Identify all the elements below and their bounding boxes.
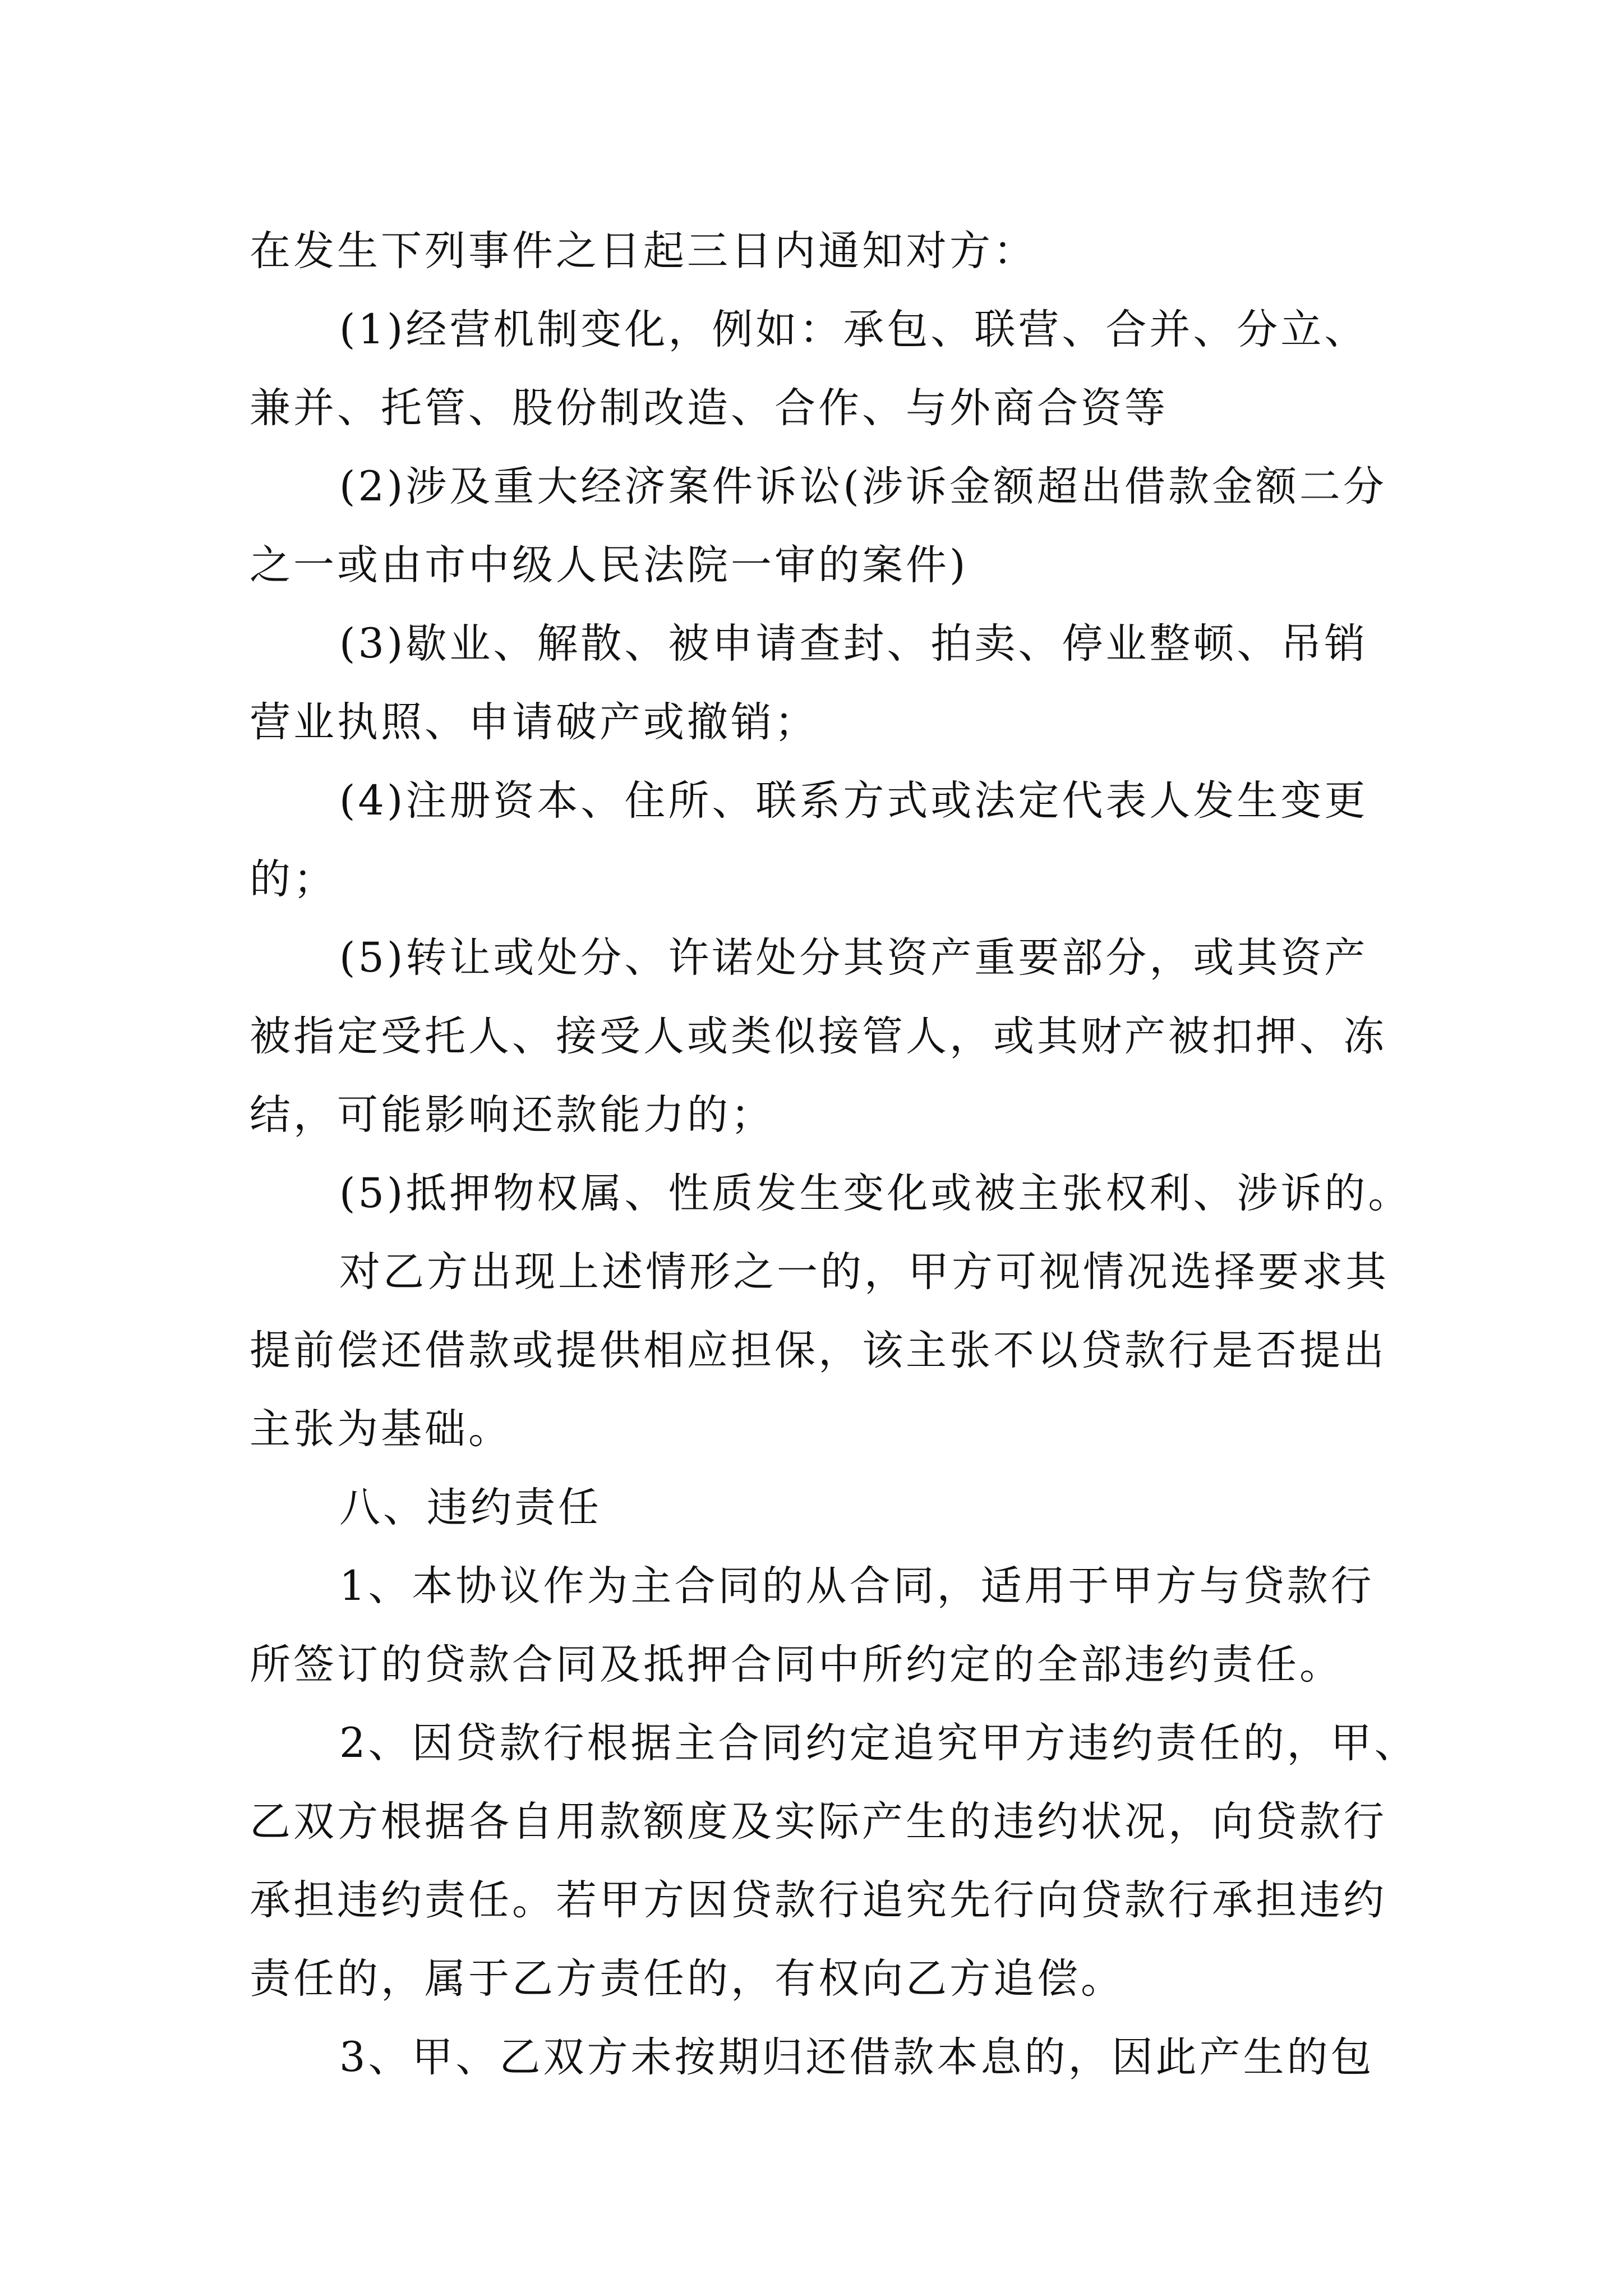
- text-line: (5)抵押物权属、性质发生变化或被主张权利、涉诉的。: [339, 1170, 1412, 1217]
- text-line: 在发生下列事件之日起三日内通知对方：: [250, 227, 1037, 275]
- text-line: 对乙方出现上述情形之一的，甲方可视情况选择要求其: [339, 1248, 1389, 1296]
- text-line: 乙双方根据各自用款额度及实际产生的违约状况，向贷款行: [250, 1798, 1387, 1846]
- text-line: 之一或由市中级人民法院一审的案件): [250, 541, 969, 589]
- text-line: 被指定受托人、接受人或类似接管人，或其财产被扣押、冻: [250, 1013, 1387, 1060]
- text-line: 兼并、托管、股份制改造、合作、与外商合资等: [250, 384, 1168, 432]
- text-line: 的；: [250, 855, 337, 903]
- text-line: 2、因贷款行根据主合同约定追究甲方违约责任的，甲、: [339, 1719, 1418, 1767]
- text-line: 所签订的贷款合同及抵押合同中所约定的全部违约责任。: [250, 1641, 1343, 1688]
- text-line: 责任的，属于乙方责任的，有权向乙方追偿。: [250, 1955, 1124, 2003]
- text-line: 结，可能影响还款能力的；: [250, 1091, 774, 1139]
- text-line: 营业执照、申请破产或撤销；: [250, 698, 818, 746]
- text-line: 3、甲、乙双方未按期归还借款本息的，因此产生的包: [339, 2033, 1375, 2081]
- text-line: 承担违约责任。若甲方因贷款行追究先行向贷款行承担违约: [250, 1876, 1387, 1924]
- text-line: (2)涉及重大经济案件诉讼(涉诉金额超出借款金额二分: [339, 463, 1387, 510]
- text-line: (1)经营机制变化，例如：承包、联营、合并、分立、: [339, 306, 1368, 353]
- text-line: 八、违约责任: [339, 1484, 602, 1531]
- document-body: [250, 212, 1418, 2097]
- text-line: 1、本协议作为主合同的从合同，适用于甲方与贷款行: [339, 1562, 1375, 1610]
- text-line: (3)歇业、解散、被申请查封、拍卖、停业整顿、吊销: [339, 620, 1368, 668]
- text-line: 主张为基础。: [250, 1405, 512, 1453]
- text-line: 提前偿还借款或提供相应担保，该主张不以贷款行是否提出: [250, 1327, 1387, 1374]
- text-line: (5)转让或处分、许诺处分其资产重要部分，或其资产: [339, 934, 1368, 982]
- text-line: (4)注册资本、住所、联系方式或法定代表人发生变更: [339, 777, 1368, 825]
